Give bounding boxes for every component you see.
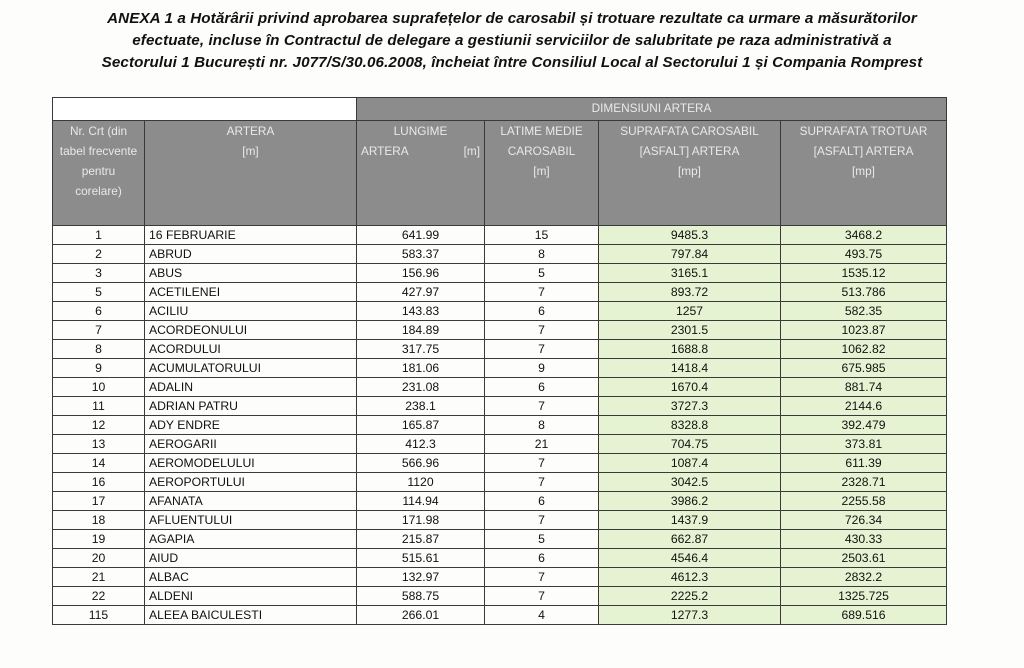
cell-lungime: 266.01 [357,606,485,625]
cell-trotuar: 1023.87 [781,321,947,340]
cell-nr: 7 [53,321,145,340]
cell-trotuar: 3468.2 [781,226,947,245]
header-artera-unit: [m] [242,144,259,158]
streets-table [52,97,947,625]
cell-carosabil: 3165.1 [599,264,781,283]
cell-trotuar: 392.479 [781,416,947,435]
header-latime-unit: [m] [533,164,550,178]
cell-latime: 9 [485,359,599,378]
cell-carosabil: 3727.3 [599,397,781,416]
cell-trotuar: 1535.12 [781,264,947,283]
cell-nr: 2 [53,245,145,264]
cell-carosabil: 662.87 [599,530,781,549]
cell-trotuar: 1325.725 [781,587,947,606]
cell-carosabil: 3986.2 [599,492,781,511]
cell-trotuar: 689.516 [781,606,947,625]
cell-trotuar: 2328.71 [781,473,947,492]
header-trotuar [781,121,947,226]
table-row [53,264,947,283]
cell-artera: ACUMULATORULUI [145,359,357,378]
cell-carosabil: 2225.2 [599,587,781,606]
cell-carosabil: 1688.8 [599,340,781,359]
cell-trotuar: 611.39 [781,454,947,473]
table-row [53,549,947,568]
cell-trotuar: 582.35 [781,302,947,321]
table-row [53,378,947,397]
cell-carosabil: 1437.9 [599,511,781,530]
document-title [40,8,984,74]
cell-lungime: 215.87 [357,530,485,549]
cell-artera: ACETILENEI [145,283,357,302]
cell-latime: 15 [485,226,599,245]
cell-lungime: 412.3 [357,435,485,454]
header-trotuar-label: SUPRAFATA TROTUAR [ASFALT] ARTERA [799,124,928,158]
cell-lungime: 238.1 [357,397,485,416]
table-row [53,530,947,549]
cell-trotuar: 2144.6 [781,397,947,416]
table-row [53,340,947,359]
cell-lungime: 1120 [357,473,485,492]
cell-lungime: 171.98 [357,511,485,530]
cell-nr: 11 [53,397,145,416]
table-body [53,226,947,625]
header-lungime [357,121,485,226]
table-row [53,302,947,321]
cell-artera: ACORDULUI [145,340,357,359]
cell-latime: 7 [485,321,599,340]
cell-artera: AFANATA [145,492,357,511]
title-line-3: Sectorului 1 București nr. J077/S/30.06.2008, încheiat între Consiliul Local al Sectorului 1 și Compania Romprest [101,54,923,71]
cell-artera: AIUD [145,549,357,568]
cell-trotuar: 513.786 [781,283,947,302]
cell-latime: 7 [485,568,599,587]
cell-nr: 14 [53,454,145,473]
cell-nr: 22 [53,587,145,606]
title-line-1: ANEXA 1 a Hotărârii privind aprobarea suprafețelor de carosabil și trotuare rezultate ca urmare a măsurătorilor [107,10,917,27]
cell-carosabil: 4546.4 [599,549,781,568]
cell-nr: 21 [53,568,145,587]
cell-lungime: 427.97 [357,283,485,302]
cell-carosabil: 893.72 [599,283,781,302]
cell-latime: 6 [485,378,599,397]
cell-trotuar: 881.74 [781,378,947,397]
cell-latime: 7 [485,587,599,606]
cell-carosabil: 704.75 [599,435,781,454]
table-row [53,568,947,587]
cell-latime: 8 [485,245,599,264]
cell-artera: AFLUENTULUI [145,511,357,530]
header-artera [145,121,357,226]
cell-artera: AEROGARII [145,435,357,454]
cell-latime: 21 [485,435,599,454]
table-row [53,397,947,416]
table-row [53,606,947,625]
cell-latime: 7 [485,511,599,530]
cell-carosabil: 1670.4 [599,378,781,397]
cell-carosabil: 2301.5 [599,321,781,340]
cell-latime: 7 [485,283,599,302]
cell-lungime: 515.61 [357,549,485,568]
cell-lungime: 114.94 [357,492,485,511]
cell-trotuar: 1062.82 [781,340,947,359]
cell-artera: ADALIN [145,378,357,397]
cell-artera: ALDENI [145,587,357,606]
cell-artera: ADRIAN PATRU [145,397,357,416]
cell-nr: 8 [53,340,145,359]
cell-nr: 16 [53,473,145,492]
cell-artera: AGAPIA [145,530,357,549]
cell-lungime: 588.75 [357,587,485,606]
cell-lungime: 184.89 [357,321,485,340]
cell-artera: AEROPORTULUI [145,473,357,492]
cell-carosabil: 1087.4 [599,454,781,473]
header-blank-cell [53,98,357,121]
cell-trotuar: 726.34 [781,511,947,530]
cell-carosabil: 1257 [599,302,781,321]
cell-artera: ACILIU [145,302,357,321]
table-row [53,492,947,511]
cell-latime: 6 [485,549,599,568]
cell-latime: 7 [485,397,599,416]
dimensions-group-header: DIMENSIUNI ARTERA [357,98,947,121]
header-nr-crt [53,121,145,226]
cell-lungime: 132.97 [357,568,485,587]
header-lungime-label: LUNGIME [393,124,448,138]
table-row [53,511,947,530]
cell-trotuar: 430.33 [781,530,947,549]
cell-nr: 9 [53,359,145,378]
cell-trotuar: 373.81 [781,435,947,454]
table-row [53,245,947,264]
cell-lungime: 181.06 [357,359,485,378]
table-row [53,283,947,302]
table-row [53,435,947,454]
cell-nr: 17 [53,492,145,511]
table-row [53,359,947,378]
header-lungime-unit: [m] [463,144,480,158]
cell-nr: 3 [53,264,145,283]
table-row [53,416,947,435]
cell-lungime: 165.87 [357,416,485,435]
header-carosabil-label: SUPRAFATA CAROSABIL [ASFALT] ARTERA [620,124,759,158]
cell-trotuar: 2503.61 [781,549,947,568]
cell-latime: 6 [485,492,599,511]
cell-carosabil: 3042.5 [599,473,781,492]
cell-nr: 20 [53,549,145,568]
cell-lungime: 156.96 [357,264,485,283]
header-lungime-sub: ARTERA [361,144,409,158]
cell-lungime: 317.75 [357,340,485,359]
cell-latime: 5 [485,264,599,283]
cell-nr: 10 [53,378,145,397]
cell-lungime: 583.37 [357,245,485,264]
table-row [53,454,947,473]
header-carosabil-unit: [mp] [678,164,701,178]
cell-lungime: 143.83 [357,302,485,321]
cell-artera: 16 FEBRUARIE [145,226,357,245]
cell-nr: 115 [53,606,145,625]
cell-lungime: 641.99 [357,226,485,245]
cell-latime: 6 [485,302,599,321]
cell-latime: 7 [485,454,599,473]
cell-artera: ADY ENDRE [145,416,357,435]
cell-nr: 5 [53,283,145,302]
cell-trotuar: 2832.2 [781,568,947,587]
cell-latime: 7 [485,473,599,492]
cell-nr: 12 [53,416,145,435]
cell-artera: ABRUD [145,245,357,264]
cell-carosabil: 797.84 [599,245,781,264]
header-artera-label: ARTERA [226,124,275,138]
cell-artera: ALBAC [145,568,357,587]
cell-latime: 5 [485,530,599,549]
cell-nr: 1 [53,226,145,245]
cell-artera: ACORDEONULUI [145,321,357,340]
cell-carosabil: 9485.3 [599,226,781,245]
cell-carosabil: 1277.3 [599,606,781,625]
cell-lungime: 566.96 [357,454,485,473]
header-nr-crt-label: Nr. Crt (din tabel frecvente pentru corelare) [59,124,138,198]
cell-artera: ALEEA BAICULESTI [145,606,357,625]
cell-trotuar: 675.985 [781,359,947,378]
cell-nr: 18 [53,511,145,530]
header-trotuar-unit: [mp] [852,164,875,178]
cell-latime: 7 [485,340,599,359]
cell-trotuar: 2255.58 [781,492,947,511]
header-latime [485,121,599,226]
cell-artera: AEROMODELULUI [145,454,357,473]
cell-artera: ABUS [145,264,357,283]
cell-carosabil: 8328.8 [599,416,781,435]
table-row [53,587,947,606]
table-row [53,226,947,245]
cell-latime: 4 [485,606,599,625]
cell-nr: 13 [53,435,145,454]
cell-lungime: 231.08 [357,378,485,397]
cell-nr: 6 [53,302,145,321]
table-row [53,473,947,492]
header-carosabil [599,121,781,226]
header-latime-label: LATIME MEDIE CAROSABIL [500,124,583,158]
cell-carosabil: 1418.4 [599,359,781,378]
cell-nr: 19 [53,530,145,549]
cell-latime: 8 [485,416,599,435]
title-line-2: efectuate, incluse în Contractul de delegare a gestiunii serviciilor de salubritate pe raza administrativă a [132,32,892,49]
table-row [53,321,947,340]
cell-trotuar: 493.75 [781,245,947,264]
cell-carosabil: 4612.3 [599,568,781,587]
